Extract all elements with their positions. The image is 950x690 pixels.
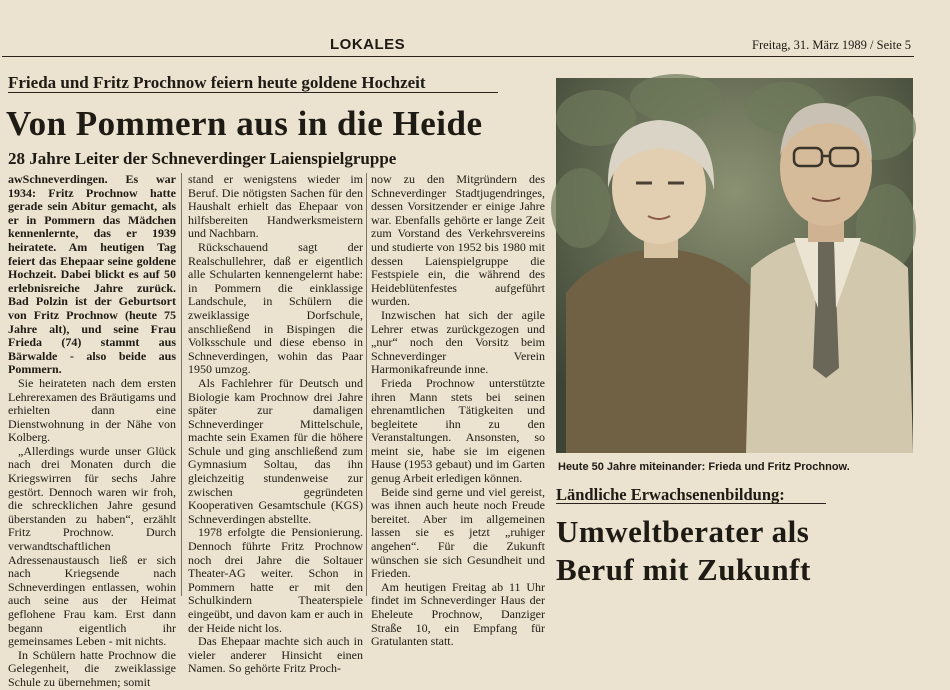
article-paragraph: Beide sind gerne und viel gereist, was ihnen auch heute noch Freude bereitet. Aber im allgemeinen lassen sie es jetzt „ruhiger angehen“. Für die Zukunft wünschen sie sich Gesundheit und Frieden.: [371, 484, 545, 581]
article2-kicker: Ländliche Erwachsenenbildung:: [556, 485, 785, 504]
article-paragraph: Am heutigen Freitag ab 11 Uhr findet im Schneverdinger Haus der Eheleute Prochnow, Danziger Straße 10, ein Empfang für Gratulanten statt.: [371, 579, 545, 649]
kicker2-underline: [556, 503, 826, 504]
article-column-1: [8, 172, 176, 689]
article2-headline-line-2: Beruf mit Zukunft: [556, 552, 811, 587]
article-paragraph: Rückschauend sagt der Realschullehrer, daß er eigentlich alle Schularten kennengelernt habe: in Pommern die einklassige Landschule, in Schülern die zweiklassige Dorfschule, anschließend in Bispingen die Volksschule und diese ebenso in Schneverdingen, wohin das Paar 1950 umzog.: [188, 239, 363, 377]
section-title: LOKALES: [330, 36, 406, 53]
article-headline: Von Pommern aus in die Heide: [6, 104, 483, 143]
couple-photo-illustration: [556, 78, 913, 453]
column-divider: [366, 173, 367, 596]
article-paragraph: In Schülern hatte Prochnow die Gelegenheit, die zweiklassige Schule zu übernehmen; somit: [8, 647, 176, 689]
article-paragraph: Inzwischen hat sich der agile Lehrer etwas zurückgezogen und „nur“ noch den Vorsitz beim Schneverdinger Verein Harmonikafreunde inne.: [371, 307, 545, 377]
article-paragraph: Als Fachlehrer für Deutsch und Biologie kam Prochnow drei Jahre später zur damaligen Schneverdinger Mittelschule, machte sein Examen für die höhere Schule und ging anschließend zum Gymnasium Soltau, das ihn gleichzeitig stundenweise zur zwischen gegründeten Kooperativen Gesamtschule (KGS) Schneverdingen abstellte.: [188, 375, 363, 526]
article-paragraph: stand er wenigstens wieder im Beruf. Die nötigsten Sachen für den Haushalt erhielt das Ehepaar von hilfsbereiten Handwerksmeistern und Nachbarn.: [188, 172, 363, 241]
article-paragraph: 1978 erfolgte die Pensionierung. Dennoch führte Fritz Prochnow noch drei Jahre die Soltauer Theater-AG weiter. Schon in Pommern hatte er mit den Schulkindern Theaterspiele eingeübt, und davon kam er auch in der Heide nicht los.: [188, 525, 363, 635]
article-subheadline: 28 Jahre Leiter der Schneverdinger Laienspielgruppe: [8, 149, 397, 168]
article2-headline-line-1: Umweltberater als: [556, 514, 810, 549]
article-column-2: [188, 172, 363, 676]
article-kicker: Frieda und Fritz Prochnow feiern heute goldene Hochzeit: [8, 73, 426, 92]
article-paragraph: awSchneverdingen. Es war 1934: Fritz Prochnow hatte gerade sein Abitur gemacht, als er in Pommern das Mädchen kennenlernte, das er 1939 heiratete. Am heutigen Tag feiert das Ehepaar seine goldene Hochzeit. Dabei blickt es auf 50 erlebnisreiche Jahre zurück. Bad Polzin ist der Geburtsort von Fritz Prochnow (heute 75 Jahre alt), und seine Frau Frieda (74) stammt aus Bärwalde - also beide aus Pommern.: [8, 172, 176, 377]
article2-headline: [556, 513, 811, 589]
article-column-3: [371, 172, 545, 649]
kicker-underline: [8, 92, 498, 93]
photo-caption: Heute 50 Jahre miteinander: Frieda und Fritz Prochnow.: [558, 461, 850, 473]
article-paragraph: Sie heirateten nach dem ersten Lehrerexamen des Bräutigams und erhielten dann eine Dienstwohnung in der Nähe von Kolberg.: [8, 375, 176, 445]
dateline: Freitag, 31. März 1989 / Seite 5: [752, 38, 911, 52]
couple-photo: [556, 78, 913, 453]
header-rule: [2, 56, 914, 57]
article-paragraph: Frieda Prochnow unterstützte ihren Mann stets bei seinen ehrenamtlichen Tätigkeiten und begleitete ihn zu den Veranstaltungen. Ansonsten, so meint sie, habe sie im eigenen Hause (1953 gebaut) und im Garten genug Arbeit erledigen können.: [371, 375, 545, 486]
article-paragraph: „Allerdings wurde unser Glück nach drei Monaten durch die Kriegswirren für sechs Jahre gestört. Dennoch waren wir froh, die schrecklichen Jahre gesund überstanden zu haben“, erzählt Fritz Prochnow. Durch verwandtschaftlichen Adressenaustausch ließ er sich nach Kriegsende nach Schneverdingen entlassen, wohin auch seine aus der Heimat geflohene Frau kam. Erst dann begann eigentlich ihr gemeinsames Leben - mit nichts.: [8, 443, 176, 649]
article-paragraph: now zu den Mitgründern des Schneverdinger Stadtjugendringes, dessen Vorsitzender er einige Jahre war. Ebenfalls gehörte er lange Zeit zum Vorstand des Verkehrsvereins und studierte von 1952 bis 1980 mit dessen Laienspielgruppe die Festspiele ein, die während des Heideblütenfestes aufgeführt wurden.: [371, 172, 545, 309]
article-paragraph: Das Ehepaar machte sich auch in vieler anderer Hinsicht einen Namen. So gehörte Fritz Proch-: [188, 634, 363, 676]
column-divider: [181, 173, 182, 596]
